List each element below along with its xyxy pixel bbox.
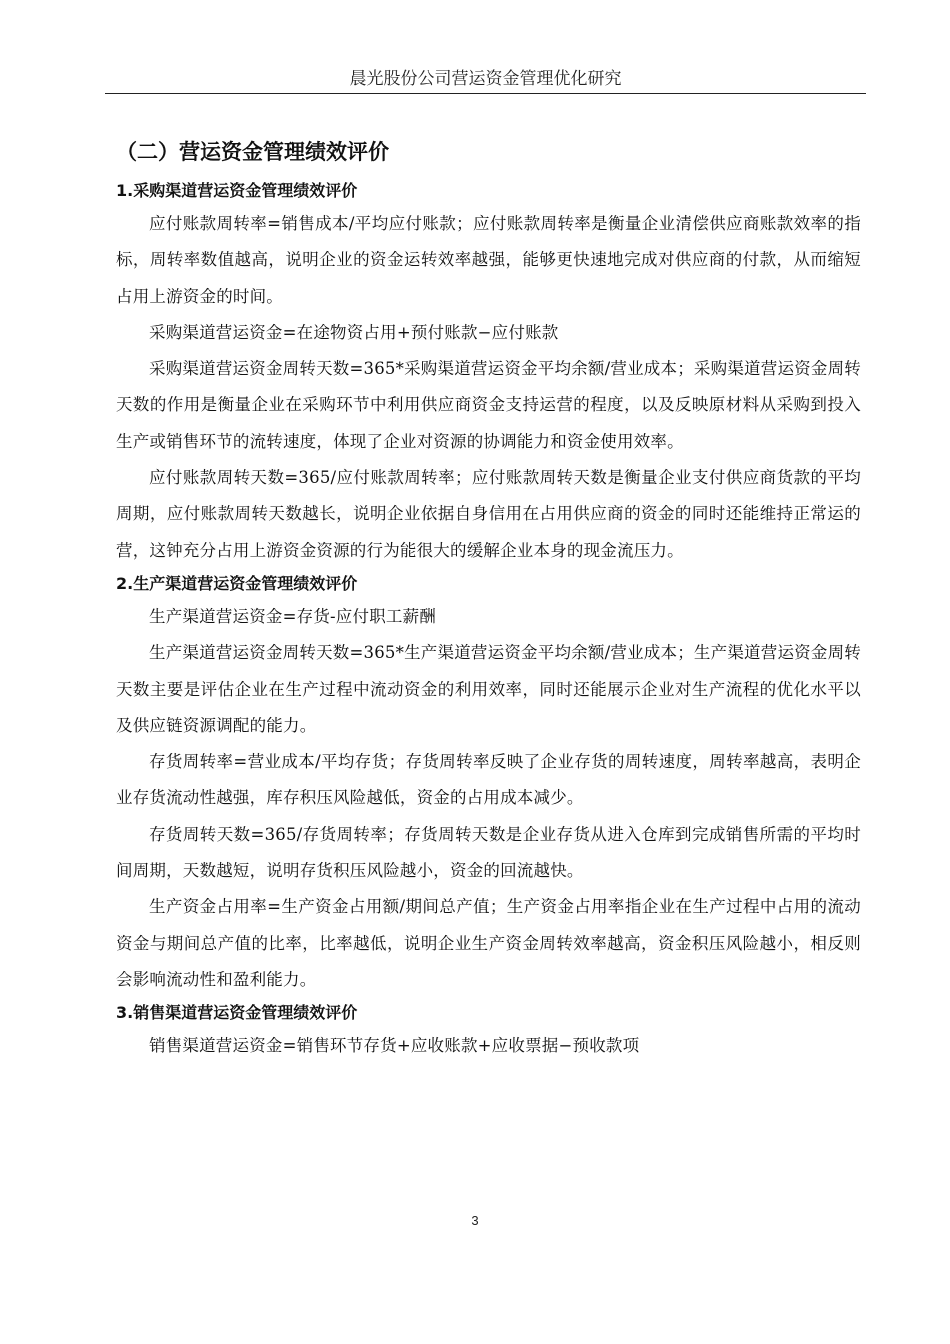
subsection-heading-procurement: 1.采购渠道营运资金管理绩效评价 — [116, 181, 358, 200]
running-header: 晨光股份公司营运资金管理优化研究 — [105, 68, 866, 94]
section-heading: （二）营运资金管理绩效评价 — [116, 140, 389, 164]
paragraph: 采购渠道营运资金=在途物资占用+预付账款−应付账款 — [149, 322, 559, 342]
paragraph: 生产渠道营运资金=存货-应付职工薪酬 — [149, 606, 437, 626]
paragraph: 生产资金占用率=生产资金占用额/期间总产值；生产资金占用率指企业在生产过程中占用的流动资金与期间总产值的比率，比率越低，说明企业生产资金周转效率越高，资金积压风险越小，相反则会影响流动性和盈利能力。 — [116, 897, 861, 989]
paragraph: 应付账款周转率=销售成本/平均应付账款；应付账款周转率是衡量企业清偿供应商账款效率的指标，周转率数值越高，说明企业的资金运转效率越强，能够更快速地完成对供应商的付款，从而缩短占用上游资金的时间。 — [116, 214, 861, 306]
paragraph: 生产渠道营运资金周转天数=365*生产渠道营运资金平均余额/营业成本；生产渠道营运资金周转天数主要是评估企业在生产过程中流动资金的利用效率，同时还能展示企业对生产流程的优化水平以及供应链资源调配的能力。 — [116, 643, 861, 735]
paragraph: 销售渠道营运资金=销售环节存货+应收账款+应收票据−预收款项 — [149, 1036, 640, 1056]
subsection-heading-sales: 3.销售渠道营运资金管理绩效评价 — [116, 1003, 358, 1023]
page-number: 3 — [471, 1213, 479, 1228]
paragraph: 采购渠道营运资金周转天数=365*采购渠道营运资金平均余额/营业成本；采购渠道营运资金周转天数的作用是衡量企业在采购环节中利用供应商资金支持运营的程度，以及反映原材料从采购到投入生产或销售环节的流转速度，体现了企业对资源的协调能力和资金使用效率。 — [116, 359, 861, 451]
page-body — [116, 138, 861, 1065]
paragraph: 存货周转率=营业成本/平均存货；存货周转率反映了企业存货的周转速度，周转率越高，表明企业存货流动性越强，库存积压风险越低，资金的占用成本减少。 — [116, 752, 861, 808]
subsection-heading-production: 2.生产渠道营运资金管理绩效评价 — [116, 573, 358, 593]
paragraph: 存货周转天数=365/存货周转率；存货周转天数是企业存货从进入仓库到完成销售所需的平均时间周期，天数越短，说明存货积压风险越小，资金的回流越快。 — [116, 824, 861, 881]
paragraph: 应付账款周转天数=365/应付账款周转率；应付账款周转天数是衡量企业支付供应商货款的平均周期，应付账款周转天数越长，说明企业依据自身信用在占用供应商的资金的同时还能维持正常运的营，这钟充分占用上游资金资源的行为能很大的缓解企业本身的现金流压力。 — [116, 468, 861, 560]
